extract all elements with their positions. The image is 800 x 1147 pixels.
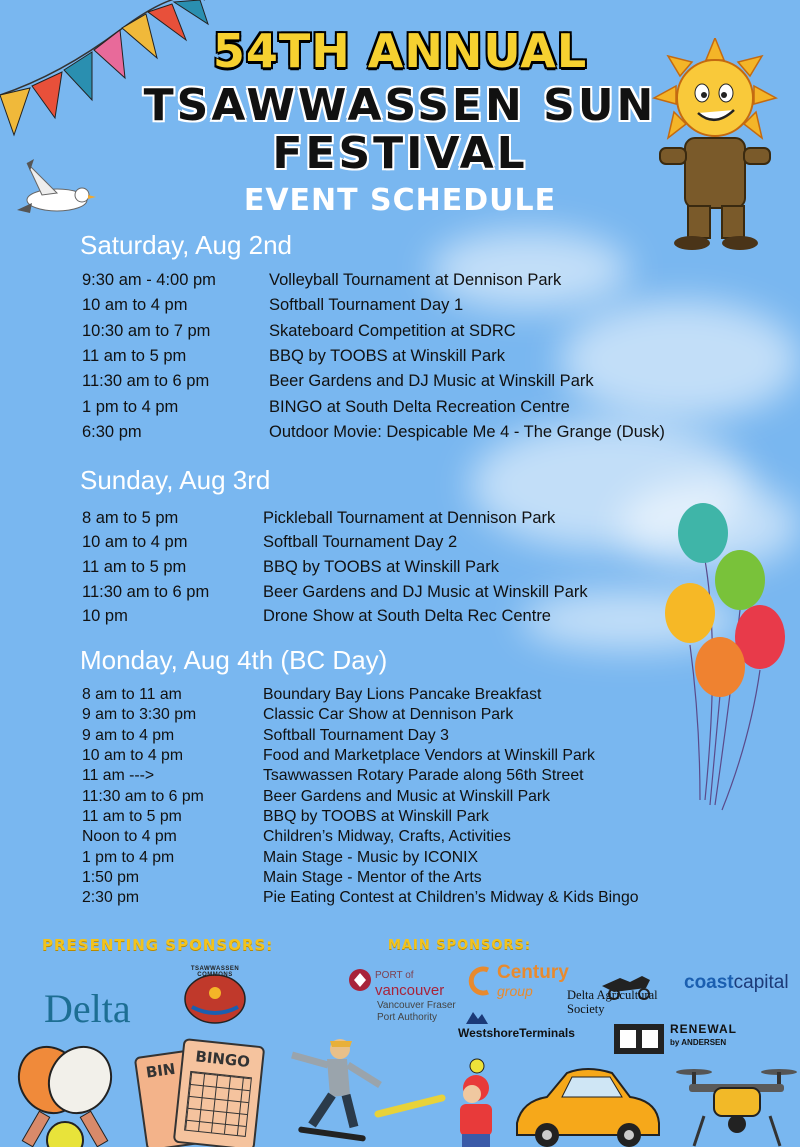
capital-label: capital	[733, 972, 789, 993]
event-time: 10 am to 4 pm	[82, 747, 183, 765]
port-vancouver-label: vancouver	[375, 982, 445, 999]
event-description: BBQ by TOOBS at Winskill Park	[263, 807, 489, 825]
event-description: Beer Gardens and Music at Winskill Park	[263, 787, 551, 805]
event-description: Drone Show at South Delta Rec Centre	[263, 607, 551, 626]
event-description: Pickleball Tournament at Dennison Park	[263, 508, 556, 527]
event-time: 1 pm to 4 pm	[82, 397, 179, 416]
delta-agricultural-society-logo: Delta Agricultural Society	[567, 988, 658, 1016]
schedule-row	[82, 394, 665, 419]
event-description: Food and Marketplace Vendors at Winskill Park	[263, 747, 595, 765]
event-description: Softball Tournament Day 2	[263, 533, 458, 552]
event-time: 9 am to 3:30 pm	[82, 706, 197, 724]
event-description: Volleyball Tournament at Dennison Park	[269, 271, 562, 290]
event-description: Softball Tournament Day 3	[263, 726, 449, 744]
schedule-row	[82, 888, 639, 908]
bingo-label: BINGO	[194, 1047, 251, 1072]
event-time: 9 am to 4 pm	[82, 726, 175, 744]
classic-car-icon	[512, 1063, 662, 1147]
schedule-row	[82, 293, 665, 318]
event-time: 11:30 am to 6 pm	[82, 787, 204, 805]
event-time: 8 am to 11 am	[82, 686, 182, 704]
event-time: 10 pm	[82, 607, 128, 626]
baseball-kid-icon	[372, 1038, 512, 1147]
event-time: 11:30 am to 6 pm	[82, 372, 210, 391]
schedule-row	[82, 580, 588, 605]
event-time: 9:30 am - 4:00 pm	[82, 271, 216, 290]
coast-capital-logo	[684, 972, 789, 994]
event-time: 11:30 am to 6 pm	[82, 582, 210, 601]
title-line-1: TSAWWASSEN SUN	[143, 80, 657, 131]
event-description: Beer Gardens and DJ Music at Winskill Park	[263, 582, 588, 601]
event-time: 6:30 pm	[82, 422, 142, 441]
coast-label: coast	[684, 972, 734, 993]
schedule-row	[82, 268, 665, 293]
event-time: Noon to 4 pm	[82, 828, 177, 846]
event-description: Classic Car Show at Dennison Park	[263, 706, 514, 724]
day-heading-sunday: Sunday, Aug 3rd	[80, 465, 271, 495]
event-description: Pie Eating Contest at Children’s Midway & Kids Bingo	[263, 889, 639, 907]
schedule-row	[82, 786, 639, 806]
event-description: Boundary Bay Lions Pancake Breakfast	[263, 686, 542, 704]
event-time: 11 am --->	[82, 767, 155, 785]
pickleball-paddles-icon	[0, 1040, 120, 1147]
event-time: 1 pm to 4 pm	[82, 848, 175, 866]
schedule-row	[82, 685, 639, 705]
bingo-grid	[184, 1071, 252, 1137]
event-time: 11 am to 5 pm	[82, 347, 187, 366]
schedule-row	[82, 319, 665, 344]
by-andersen-label: by ANDERSEN	[670, 1038, 727, 1047]
westshore-icon	[466, 1010, 488, 1024]
title-annual: 54TH ANNUAL	[212, 24, 588, 78]
schedule-row	[82, 531, 588, 556]
schedule-row	[82, 420, 665, 445]
renewal-by-andersen-logo	[670, 1023, 737, 1049]
century-label: Century	[497, 962, 569, 983]
event-description: BINGO at South Delta Recreation Centre	[269, 397, 570, 416]
event-description: Tsawwassen Rotary Parade along 56th Street	[263, 767, 584, 785]
schedule-row	[82, 506, 588, 531]
day-heading-monday: Monday, Aug 4th (BC Day)	[80, 645, 388, 675]
schedule-row	[82, 868, 639, 888]
bingo-card	[173, 1038, 266, 1147]
event-time: 1:50 pm	[82, 868, 140, 886]
event-description: Main Stage - Music by ICONIX	[263, 848, 479, 866]
event-time: 11 am to 5 pm	[82, 807, 182, 825]
schedule-row	[82, 555, 588, 580]
event-description: BBQ by TOOBS at Winskill Park	[263, 557, 499, 576]
main-sponsors-heading: MAIN SPONSORS:	[388, 938, 532, 953]
event-description: Main Stage - Mentor of the Arts	[263, 868, 482, 886]
schedule-sunday	[82, 506, 588, 629]
port-of-vancouver-logo	[375, 966, 444, 998]
schedule-row	[82, 847, 639, 867]
schedule-row	[82, 705, 639, 725]
renewal-label: RENEWAL	[670, 1022, 737, 1036]
schedule-saturday	[82, 268, 665, 445]
port-of-label: PORT of	[375, 970, 414, 981]
schedule-row	[82, 369, 665, 394]
presenting-sponsors-heading: PRESENTING SPONSORS:	[42, 936, 274, 954]
event-time: 8 am to 5 pm	[82, 508, 179, 527]
schedule-row	[82, 726, 639, 746]
schedule-monday	[82, 685, 639, 908]
event-description: Beer Gardens and DJ Music at Winskill Park	[269, 372, 594, 391]
delta-logo: Delta	[44, 986, 131, 1031]
schedule-row	[82, 604, 588, 629]
balloons-icon	[660, 500, 795, 820]
event-description: BBQ by TOOBS at Winskill Park	[269, 347, 505, 366]
tsawwassen-commons-text: TSAWWASSEN COMMONS	[190, 966, 240, 978]
schedule-row	[82, 344, 665, 369]
event-description: Softball Tournament Day 1	[269, 296, 464, 315]
event-time: 10 am to 4 pm	[82, 296, 188, 315]
century-group-label: group	[497, 983, 533, 999]
event-description: Children’s Midway, Crafts, Activities	[263, 828, 511, 846]
event-description: Skateboard Competition at SDRC	[269, 321, 516, 340]
day-heading-saturday: Saturday, Aug 2nd	[80, 230, 293, 260]
century-group-icon	[464, 964, 494, 998]
event-time: 10 am to 4 pm	[82, 533, 188, 552]
event-schedule-heading: EVENT SCHEDULE	[243, 183, 557, 218]
event-time: 10:30 am to 7 pm	[82, 321, 211, 340]
schedule-row	[82, 746, 639, 766]
event-time: 11 am to 5 pm	[82, 557, 187, 576]
schedule-row	[82, 827, 639, 847]
schedule-row	[82, 807, 639, 827]
title-line-2: FESTIVAL	[272, 128, 528, 179]
schedule-row	[82, 766, 639, 786]
event-time: 2:30 pm	[82, 889, 140, 907]
renewal-window-icon	[612, 1022, 667, 1056]
westshore-terminals-logo: WestshoreTerminals	[458, 1026, 575, 1040]
skateboarder-icon	[272, 1035, 382, 1147]
port-of-vancouver-icon	[348, 968, 372, 992]
event-description: Outdoor Movie: Despicable Me 4 - The Grange (Dusk)	[269, 422, 665, 441]
century-group-logo	[497, 964, 569, 1000]
port-authority-label: Vancouver Fraser Port Authority	[377, 1000, 456, 1023]
drone-icon	[674, 1062, 800, 1147]
bingo-card-back-label: BIN	[144, 1059, 177, 1082]
